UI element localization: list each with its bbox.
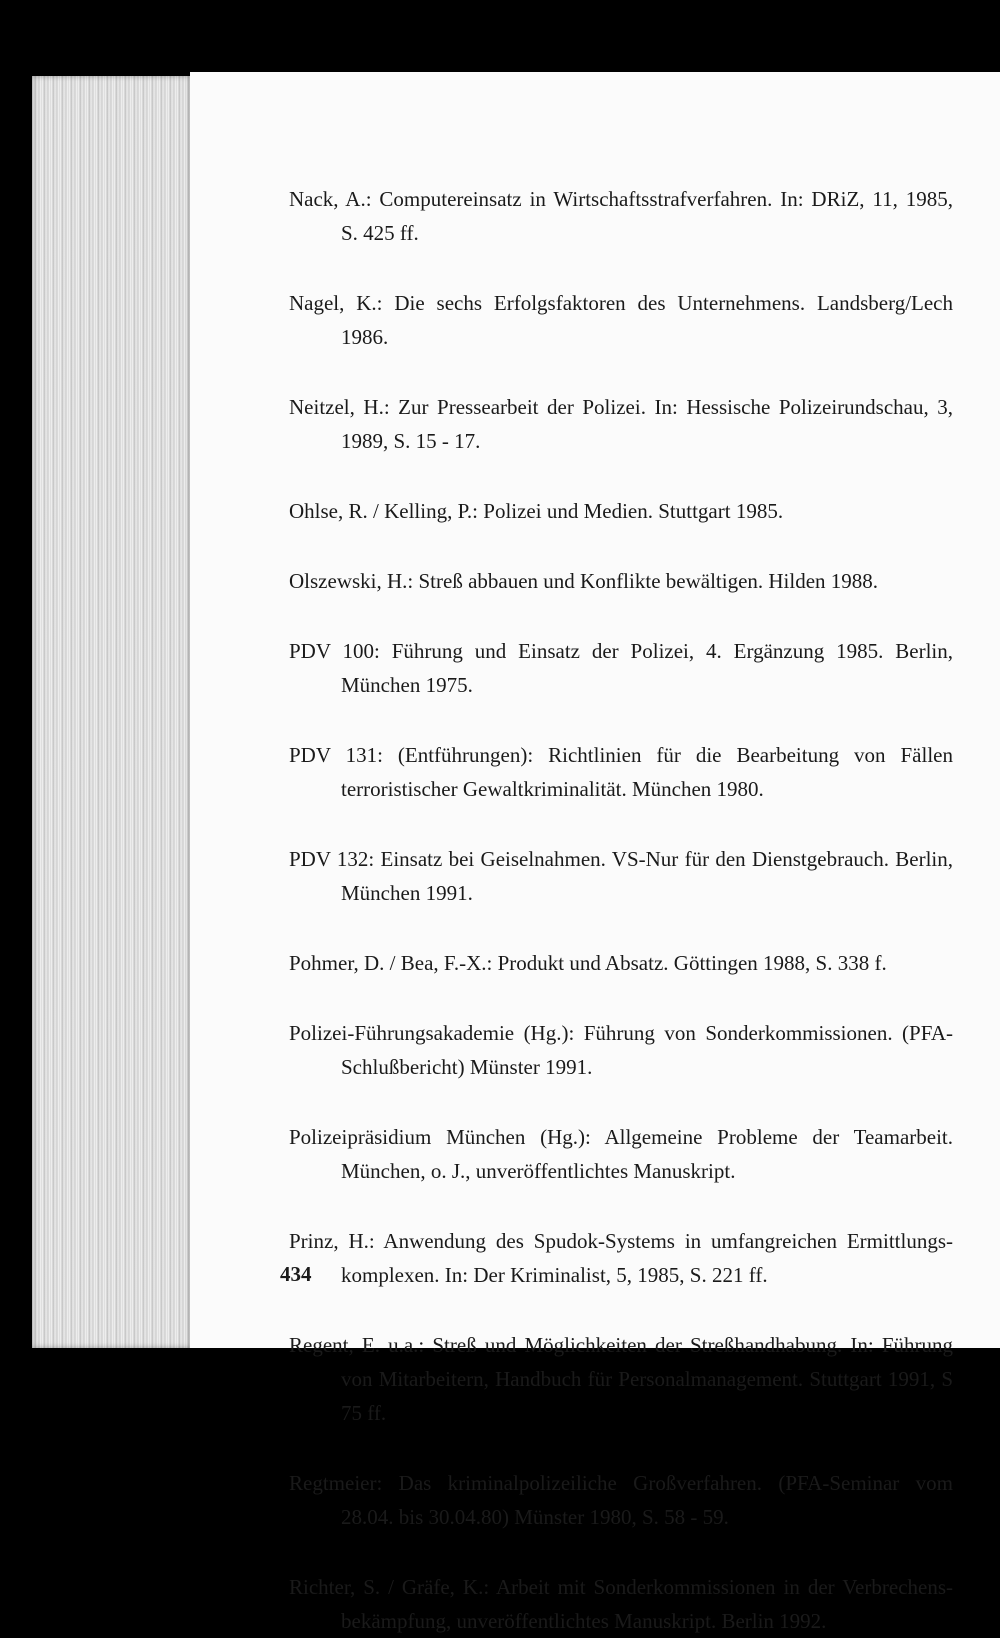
bib-entry-nagel: Nagel, K.: Die sechs Erfolgsfaktoren des Unternehmens. Landsberg/Lech 1986. bbox=[289, 291, 953, 349]
bib-entry-ohlse: Ohlse, R. / Kelling, P.: Polizei und Medien. Stuttgart 1985. bbox=[289, 499, 784, 523]
bib-entry-pdv-131: PDV 131: (Entführungen): Richtlinien für die Bearbeitung von Fällen terroristischer Gewaltkriminalität. München 1980. bbox=[289, 743, 953, 801]
bib-entry-prinz: Prinz, H.: Anwendung des Spudok-Systems in umfangreichen Ermittlungs-komplexen. In: Der Kriminalist, 5, 1985, S. 221 ff. bbox=[289, 1229, 953, 1287]
bib-entry-regent: Regent, E. u.a.: Streß und Möglichkeiten der Streßhandhabung. In: Führung von Mitarbeitern, Handbuch für Personalmanagement. Stuttgart 1991, S 75 ff. bbox=[289, 1333, 953, 1425]
bib-entry-pohmer: Pohmer, D. / Bea, F.-X.: Produkt und Absatz. Göttingen 1988, S. 338 f. bbox=[289, 951, 887, 975]
bib-entry-pdv-100: PDV 100: Führung und Einsatz der Polizei, 4. Ergänzung 1985. Berlin, München 1975. bbox=[289, 639, 953, 697]
page-number: 434 bbox=[280, 1262, 312, 1286]
bib-entry-richter: Richter, S. / Gräfe, K.: Arbeit mit Sonderkommissionen in der Verbrechens-bekämpfung, unveröffentlichtes Manuskript. Berlin 1992. bbox=[289, 1575, 953, 1633]
bib-entry-neitzel: Neitzel, H.: Zur Pressearbeit der Polizei. In: Hessische Polizeirundschau, 3, 1989, S. 15 - 17. bbox=[289, 395, 953, 453]
bib-entry-regtmeier: Regtmeier: Das kriminalpolizeiliche Großverfahren. (PFA-Seminar vom 28.04. bis 30.04.80) Münster 1980, S. 58 - 59. bbox=[289, 1471, 953, 1529]
bib-entry-olszewski: Olszewski, H.: Streß abbauen und Konflikte bewältigen. Hilden 1988. bbox=[289, 569, 879, 593]
bib-entry-nack: Nack, A.: Computereinsatz in Wirtschaftsstrafverfahren. In: DRiZ, 11, 1985, S. 425 ff. bbox=[289, 187, 953, 245]
bib-entry-polizeipraesidium: Polizeipräsidium München (Hg.): Allgemeine Probleme der Teamarbeit. München, o. J., unveröffentlichtes Manuskript. bbox=[289, 1125, 953, 1183]
bib-entry-pfa: Polizei-Führungsakademie (Hg.): Führung von Sonderkommissionen. (PFA-Schlußbericht) Münster 1991. bbox=[289, 1021, 953, 1079]
bibliography-list bbox=[289, 182, 953, 1638]
book-page-edges bbox=[32, 76, 190, 1348]
bib-entry-pdv-132: PDV 132: Einsatz bei Geiselnahmen. VS-Nur für den Dienstgebrauch. Berlin, München 1991. bbox=[289, 847, 953, 905]
